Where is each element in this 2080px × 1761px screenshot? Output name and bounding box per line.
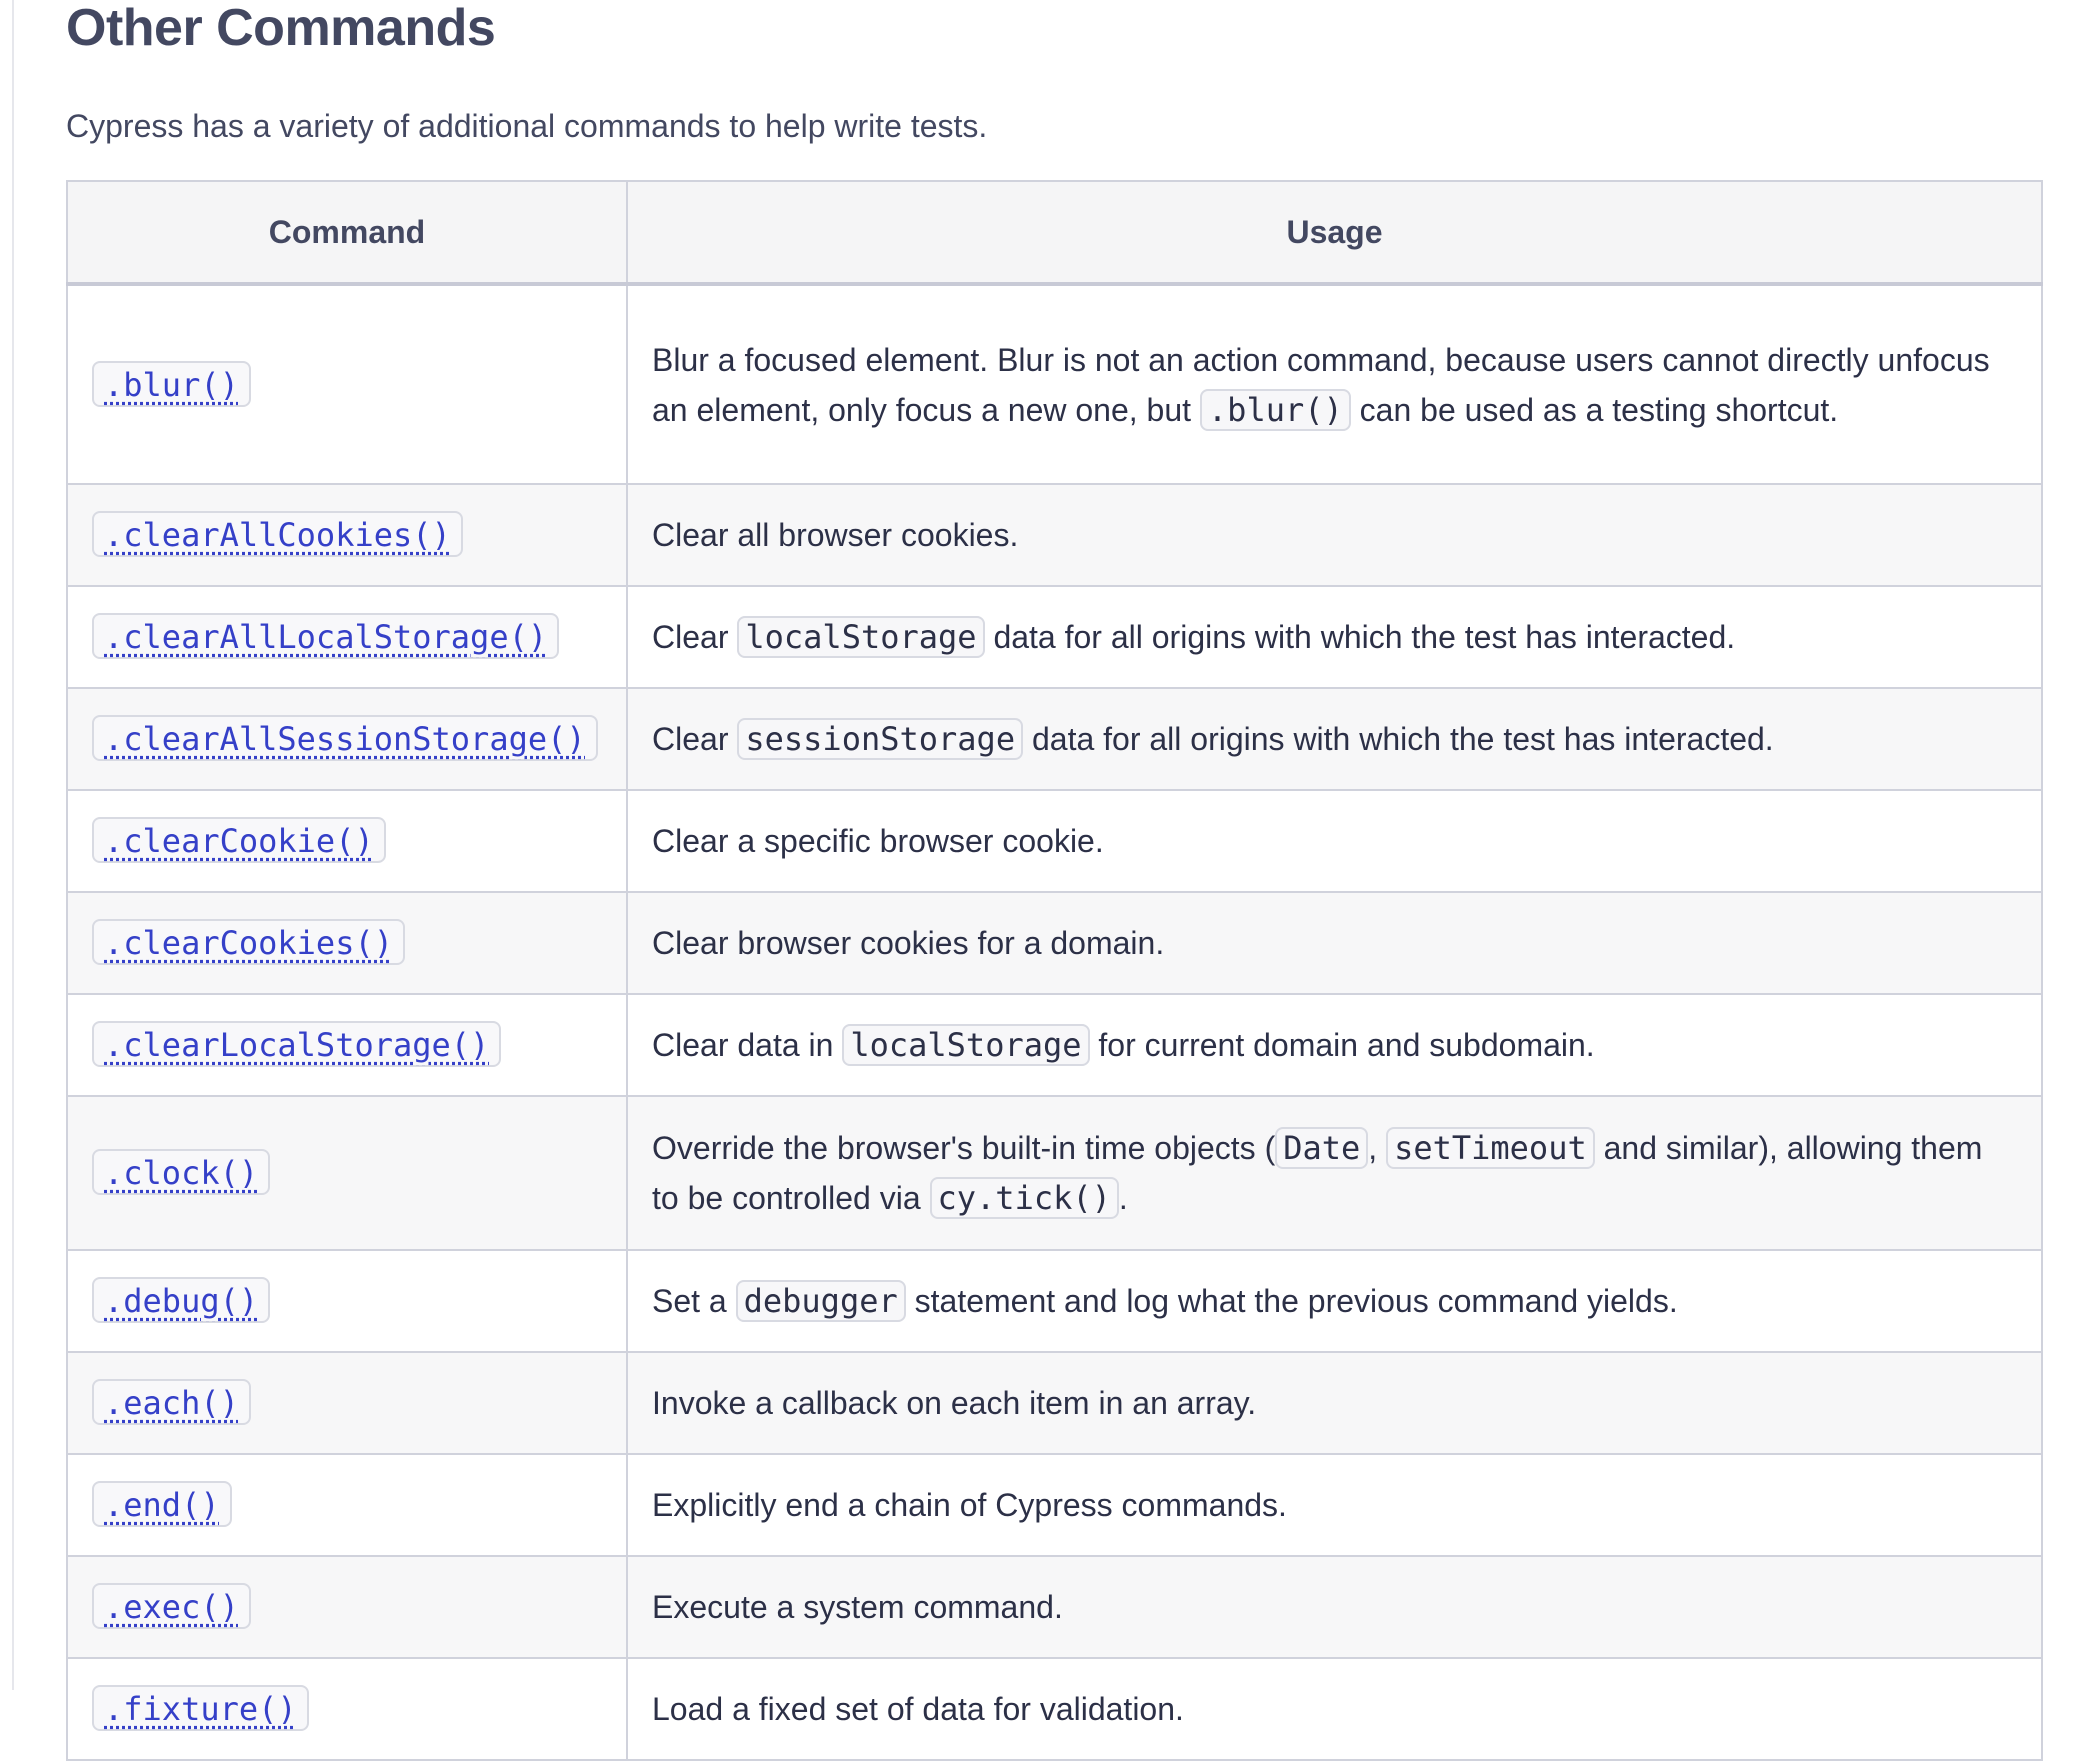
usage-cell	[627, 586, 2042, 688]
usage-text: Override the browser's built-in time objects (	[652, 1130, 1276, 1166]
command-cell	[67, 1096, 627, 1250]
usage-text: Invoke a callback on each item in an array.	[652, 1385, 1257, 1421]
command-cell	[67, 790, 627, 892]
command-link[interactable]: .clearLocalStorage()	[92, 1021, 501, 1067]
table-row	[67, 484, 2042, 586]
table-row	[67, 1454, 2042, 1556]
command-cell	[67, 994, 627, 1096]
table-row	[67, 790, 2042, 892]
command-link[interactable]: .clearCookie()	[92, 817, 386, 863]
usage-cell	[627, 1454, 2042, 1556]
content-left-border	[12, 0, 14, 1690]
table-header-row	[67, 181, 2042, 284]
inline-code: .blur()	[1200, 389, 1351, 431]
usage-text: Set a	[652, 1283, 736, 1319]
table-row	[67, 1250, 2042, 1352]
usage-text: data for all origins with which the test has interacted.	[1023, 721, 1774, 757]
inline-code: Date	[1275, 1127, 1368, 1169]
usage-text: Blur a focused element. Blur is not an action command, because users cannot directly unfocus an element, only focus a new one, but	[652, 341, 1990, 428]
table-row	[67, 586, 2042, 688]
command-link[interactable]: .clearAllLocalStorage()	[92, 613, 559, 659]
usage-cell	[627, 994, 2042, 1096]
column-header-command: Command	[67, 181, 627, 284]
table-row	[67, 1556, 2042, 1658]
usage-cell	[627, 1556, 2042, 1658]
usage-text: Load a fixed set of data for validation.	[652, 1691, 1184, 1727]
column-header-usage: Usage	[627, 181, 2042, 284]
command-link[interactable]: .clearAllCookies()	[92, 511, 463, 557]
usage-text: can be used as a testing shortcut.	[1350, 391, 1839, 428]
command-link[interactable]: .clearCookies()	[92, 919, 405, 965]
command-cell	[67, 1454, 627, 1556]
command-cell	[67, 284, 627, 484]
command-cell	[67, 484, 627, 586]
usage-text: statement and log what the previous command yields.	[905, 1283, 1678, 1319]
section-intro: Cypress has a variety of additional commands to help write tests.	[66, 108, 988, 144]
inline-code: cy.tick()	[930, 1177, 1119, 1219]
table-row	[67, 688, 2042, 790]
usage-text: Clear browser cookies for a domain.	[652, 925, 1165, 961]
usage-text: for current domain and subdomain.	[1089, 1027, 1595, 1063]
inline-code: localStorage	[842, 1024, 1089, 1066]
usage-cell	[627, 892, 2042, 994]
command-link[interactable]: .clearAllSessionStorage()	[92, 715, 598, 761]
usage-text: and similar), allowing them to be controlled via	[652, 1130, 1983, 1216]
usage-text: Execute a system command.	[652, 1589, 1063, 1625]
usage-text: .	[1118, 1180, 1128, 1216]
table-row	[67, 284, 2042, 484]
commands-table-wrapper	[66, 180, 2041, 1728]
inline-code: localStorage	[737, 616, 984, 658]
command-link[interactable]: .debug()	[92, 1277, 270, 1323]
commands-table	[66, 180, 2043, 1761]
table-row	[67, 1352, 2042, 1454]
usage-cell	[627, 284, 2042, 484]
command-cell	[67, 892, 627, 994]
inline-code: setTimeout	[1386, 1127, 1595, 1169]
command-link[interactable]: .fixture()	[92, 1685, 309, 1731]
inline-code: debugger	[736, 1280, 906, 1322]
main-content	[66, 0, 2041, 1728]
usage-cell	[627, 484, 2042, 586]
usage-cell	[627, 688, 2042, 790]
command-link[interactable]: .each()	[92, 1379, 251, 1425]
usage-text: ,	[1368, 1130, 1387, 1166]
command-link[interactable]: .blur()	[92, 361, 251, 407]
usage-text: Explicitly end a chain of Cypress commands.	[652, 1487, 1287, 1523]
table-row	[67, 1096, 2042, 1250]
command-cell	[67, 688, 627, 790]
command-link[interactable]: .clock()	[92, 1149, 270, 1195]
command-cell	[67, 1352, 627, 1454]
usage-text: Clear	[652, 619, 738, 655]
usage-cell	[627, 1658, 2042, 1760]
table-row	[67, 1658, 2042, 1760]
usage-cell	[627, 1352, 2042, 1454]
usage-text: Clear	[652, 721, 738, 757]
usage-text: Clear all browser cookies.	[652, 517, 1019, 553]
command-cell	[67, 1250, 627, 1352]
usage-text: Clear data in	[652, 1027, 843, 1063]
usage-cell	[627, 790, 2042, 892]
table-row	[67, 892, 2042, 994]
usage-text: Clear a specific browser cookie.	[652, 823, 1104, 859]
usage-text: data for all origins with which the test has interacted.	[984, 619, 1736, 655]
usage-cell	[627, 1250, 2042, 1352]
inline-code: sessionStorage	[737, 718, 1023, 760]
command-cell	[67, 586, 627, 688]
table-row	[67, 994, 2042, 1096]
command-cell	[67, 1658, 627, 1760]
command-link[interactable]: .end()	[92, 1481, 232, 1527]
command-link[interactable]: .exec()	[92, 1583, 251, 1629]
usage-cell	[627, 1096, 2042, 1250]
section-heading: Other Commands	[66, 0, 496, 57]
commands-table-body	[67, 284, 2042, 1760]
command-cell	[67, 1556, 627, 1658]
